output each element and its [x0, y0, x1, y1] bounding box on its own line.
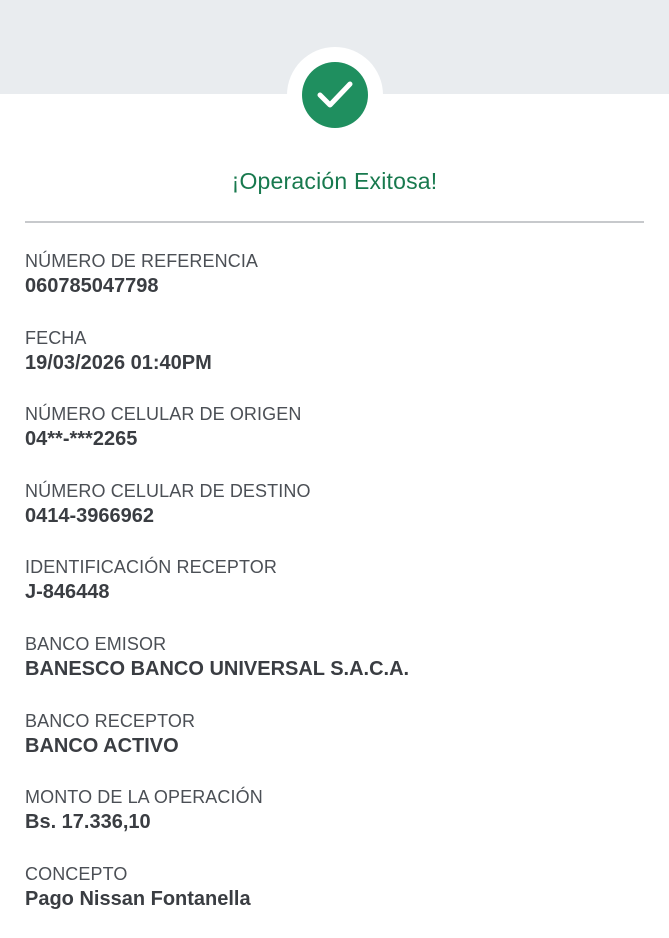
field-destination-phone — [25, 479, 644, 556]
divider — [25, 221, 644, 223]
field-origin-phone — [25, 402, 644, 479]
field-value: Pago Nissan Fontanella — [25, 887, 251, 910]
page-title: ¡Operación Exitosa! — [231, 168, 438, 194]
field-label: FECHA — [25, 327, 87, 348]
field-value: 0414-3966962 — [25, 504, 155, 527]
field-value: BANCO ACTIVO — [25, 734, 179, 757]
field-value: 04**-***2265 — [25, 428, 138, 451]
field-receiving-bank — [25, 709, 644, 786]
field-amount — [25, 785, 644, 862]
field-label: BANCO RECEPTOR — [25, 710, 196, 731]
field-label: IDENTIFICACIÓN RECEPTOR — [25, 557, 277, 578]
field-label: BANCO EMISOR — [25, 633, 167, 654]
field-label: MONTO DE LA OPERACIÓN — [25, 787, 263, 808]
field-date — [25, 326, 644, 403]
field-value: J-846448 — [25, 581, 110, 604]
field-label: CONCEPTO — [25, 863, 128, 884]
field-issuing-bank — [25, 632, 644, 709]
field-receiver-id — [25, 555, 644, 632]
field-label: NÚMERO CELULAR DE DESTINO — [25, 480, 311, 501]
success-badge — [302, 62, 368, 128]
details-list — [25, 249, 644, 938]
field-value: BANESCO BANCO UNIVERSAL S.A.C.A. — [25, 657, 410, 680]
field-reference-number — [25, 249, 644, 326]
field-value: 060785047798 — [25, 275, 159, 297]
field-concept — [25, 862, 644, 938]
field-value: 19/03/2026 01:40PM — [25, 351, 212, 374]
field-label: NÚMERO DE REFERENCIA — [25, 251, 259, 271]
field-label: NÚMERO CELULAR DE ORIGEN — [25, 404, 302, 425]
check-icon — [316, 80, 354, 110]
field-value: Bs. 17.336,10 — [25, 811, 151, 834]
